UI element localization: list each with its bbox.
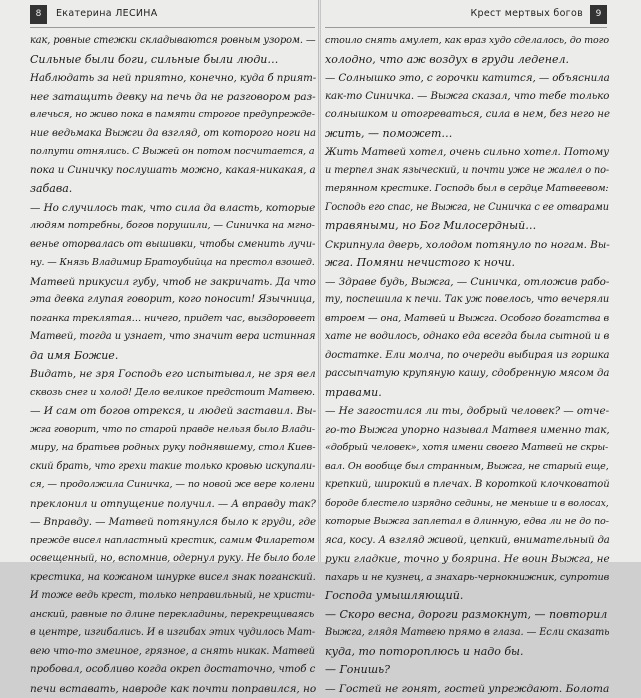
text-line: — Вправду. — Матвей потянулся было к груди, где <box>30 513 316 532</box>
text-line: Жить Матвей хотел, очень сильно хотел. Потому <box>325 143 610 162</box>
text-line: — Гостей не гонят, гостей упреждают. Болота <box>325 680 610 698</box>
text-line: ту, поспешила к печи. Так уж повелось, что вечеряли <box>325 291 610 310</box>
text-line: преклонил и отпущение получил. — А вправду так? <box>30 495 316 514</box>
text-line: травами. <box>325 384 610 403</box>
right-page <box>321 0 641 562</box>
text-line: крестика, на кожаном шнурке висел знак поганский. <box>30 569 316 588</box>
text-line: травяными, но Бог Милосердный… <box>325 217 610 236</box>
text-line: вал. Он вообще был странным, Выжга, не старый еще, <box>325 458 610 477</box>
right-page-number: 9 <box>590 5 607 24</box>
text-line: И тоже ведь крест, только неправильный, не христи- <box>30 587 316 606</box>
text-line: «добрый человек», хотя имени своего Матвей не скры- <box>325 439 610 458</box>
text-line: вею что-то змеиное, грязное, а снять никак. Матвей <box>30 643 316 662</box>
text-line: прежде висел напластный крестик, самим Филаретом <box>30 532 316 551</box>
text-line: в центре, изгибались. И в изгибах этих чудилось Мат- <box>30 624 316 643</box>
text-line: руки гладкие, точно у боярина. Не воин Выжга, не <box>325 550 610 569</box>
text-line: — Солнышко это, с горочки катится, — объяснила <box>325 69 610 88</box>
text-line: поганка треклятая… ничего, придет час, выздоровеет <box>30 310 316 329</box>
text-line: — Здраве будь, Выжга, — Синичка, отложив рабо- <box>325 273 610 292</box>
text-line: достатке. Ели молча, по очереди выбирая из горшка <box>325 347 610 366</box>
text-line: го-то Выжга упорно называл Матвея именно так, <box>325 421 610 440</box>
text-line: освещенный, но, вспомнив, одернул руку. Не было боле <box>30 550 316 569</box>
text-line: терянном крестике. Господь был в сердце Матвеевом: <box>325 180 610 199</box>
text-line: рассыпчатую крупяную кашу, сдобренную мясом да <box>325 365 610 384</box>
text-line: хате не водилось, однако еда всегда была сытной и в <box>325 328 610 347</box>
text-line: бороде блестело изрядно седины, не меньше и в волосах, <box>325 495 610 514</box>
text-line: Матвей прикусил губу, чтоб не закричать. Да что <box>30 273 316 292</box>
text-line: сквозь снег и холод! Дело великое предстоит Матвею. <box>30 384 316 403</box>
text-line: жга. Помяни нечистого к ночи. <box>325 254 610 273</box>
text-line: втроем — она, Матвей и Выжга. Особого богатства в <box>325 310 610 329</box>
text-line: миру, на братьев родных руку поднявшему, стол Киев- <box>30 439 316 458</box>
text-line: ну. — Князь Владимир Братоубийца на престол взошед. <box>30 254 316 273</box>
text-line: анский, равные по длине перекладины, перекрещиваясь <box>30 606 316 625</box>
text-line: — Скоро весна, дороги размокнут, — повторил <box>325 606 610 625</box>
text-line: крепкий, широкий в плечах. В короткой клочковатой <box>325 476 610 495</box>
text-line: Сильные были боги, сильные были люди… <box>30 51 316 70</box>
left-page-number: 8 <box>30 5 47 24</box>
text-line: пробовал, особливо когда окреп достаточно, чтоб с <box>30 661 316 680</box>
text-line: Видать, не зря Господь его испытывал, не зря вел <box>30 365 316 384</box>
text-line: Наблюдать за ней приятно, конечно, куда б прият- <box>30 69 316 88</box>
text-line: — И сам от богов отрекся, и людей заставил. Вы- <box>30 402 316 421</box>
text-line: жить, — поможет… <box>325 125 610 144</box>
left-page-text <box>30 32 316 698</box>
left-page-header <box>30 3 315 28</box>
text-line: Господа умышляющий. <box>325 587 610 606</box>
text-line: стоило снять амулет, как враз худо сделалось, до того <box>325 32 610 51</box>
text-line: Господь его спас, не Выжга, не Синичка с ее отварами <box>325 199 610 218</box>
text-line: забава. <box>30 180 316 199</box>
text-line: яса, косу. А взгляд живой, цепкий, внимательный да <box>325 532 610 551</box>
text-line: Матвей, тогда и узнает, что значит вера истинная <box>30 328 316 347</box>
text-line: печи вставать, навроде как почти поправился, но <box>30 680 316 698</box>
text-line: ский брать, что грехи такие только кровью искупали- <box>30 458 316 477</box>
text-line: Выжга, глядя Матвею прямо в глаза. — Если сказать <box>325 624 610 643</box>
text-line: венье оторвалась от вышивки, чтобы сменить лучи- <box>30 236 316 255</box>
text-line: жга говорит, что по старой правде нельзя было Влади- <box>30 421 316 440</box>
right-running-head: Крест мертвых богов <box>471 8 584 19</box>
text-line: влечься, но живо пока в памяти строгое предупрежде- <box>30 106 316 125</box>
left-running-head: Екатерина ЛЕСИНА <box>56 8 158 19</box>
text-line: нее затащить девку на печь да не разговором раз- <box>30 88 316 107</box>
text-line: ся, — продолжила Синичка, — по новой же вере колени <box>30 476 316 495</box>
text-line: куда, то потороплюсь и надо бы. <box>325 643 610 662</box>
text-line: людям потребны, богов порушили, — Синичка на мгно- <box>30 217 316 236</box>
text-line: ние ведьмака Выжги да взгляд, от которого ноги на <box>30 125 316 144</box>
right-page-text <box>325 32 610 698</box>
text-line: эта девка глупая говорит, кого поносит! Язычница, <box>30 291 316 310</box>
text-line: холодно, что аж воздух в груди леденел. <box>325 51 610 70</box>
text-line: которые Выжга заплетал в длинную, едва ли не до по- <box>325 513 610 532</box>
text-line: пока и Синичку послушать можно, какая-никакая, а <box>30 162 316 181</box>
right-page-header <box>325 3 607 28</box>
text-line: полпути отнялись. С Выжей он потом посчитается, а <box>30 143 316 162</box>
text-line: Скрипнула дверь, холодом потянуло по ногам. Вы- <box>325 236 610 255</box>
text-line: как-то Синичка. — Выжга сказал, что тебе только <box>325 88 610 107</box>
text-line: как, ровные стежки складываются ровным узором. — <box>30 32 316 51</box>
text-line: пахарь и не кузнец, а знахарь-чернокнижник, супротив <box>325 569 610 588</box>
text-line: — Не загостился ли ты, добрый человек? — отче- <box>325 402 610 421</box>
text-line: и терпел знак языческий, и почти уже не жалел о по- <box>325 162 610 181</box>
left-page <box>0 0 319 562</box>
text-line: — Гонишь? <box>325 661 610 680</box>
text-line: солнышком и отогреваться, сила в нем, без него не <box>325 106 610 125</box>
text-line: да имя Божие. <box>30 347 316 366</box>
text-line: — Но случилось так, что сила да власть, которые <box>30 199 316 218</box>
